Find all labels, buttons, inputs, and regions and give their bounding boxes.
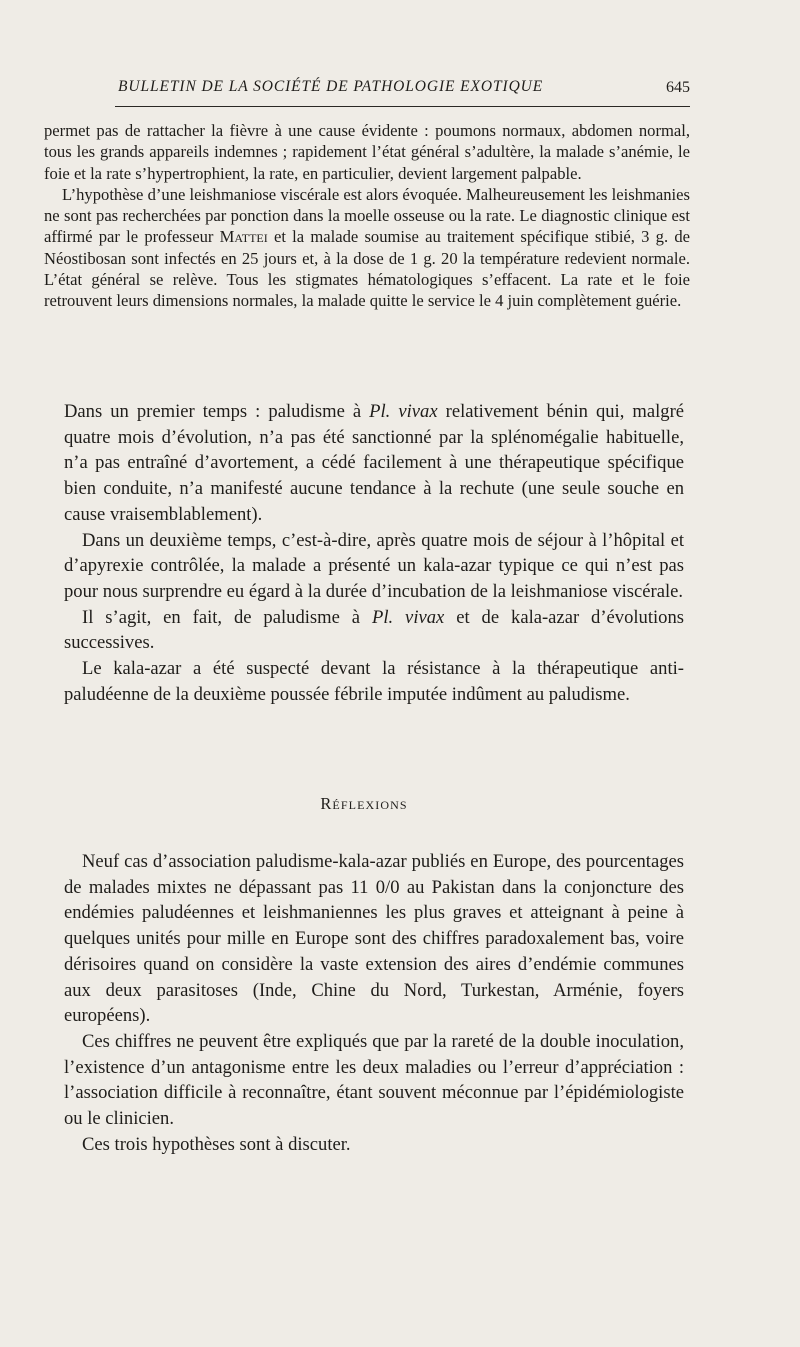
text-run: Il s’agit, en fait, de paludisme à	[82, 606, 372, 628]
text-run: relativement bénin qui, malgré quatre mois d’évolution, n’a pas été sanctionné par la splénomégalie habituelle, n’a pas entraîné d’avortement, a cédé facilement à une thérapeutique spécifique bien conduite, n’a manifesté aucune tendance à la rechute (une seule souche en cause vraisemblablement).	[64, 401, 685, 525]
paragraph: permet pas de rattacher la fièvre à une cause évidente : poumons normaux, abdomen normal, tous les grands appareils indemnes ; rapidement l’état général s’adultère, la malade s’anémie, le foie et la rate s’hypertrophient, la rate, en particulier, devient largement palpable.	[44, 121, 690, 183]
page-header	[44, 78, 690, 108]
species-name: Pl. vivax	[371, 606, 445, 628]
running-head: BULLETIN DE LA SOCIÉTÉ DE PATHOLOGIE EXOTIQUE	[118, 78, 544, 95]
text-run: L’hypothèse d’une leishmaniose viscérale est alors évoquée. Malheureusement les leishmanies ne sont pas recherchées par ponction dans la moelle osseuse ou la rate. Le diagnostic clinique est affirmé par le professeur	[44, 184, 690, 247]
author-name: Mattei	[219, 227, 268, 247]
text-run: et la malade soumise au traitement spécifique stibié, 3 g. de Néostibosan sont infectés en 25 jours et, à la dose de 1 g. 20 la température redevient normale. L’état général se relève. Tous les stigmates hématologiques s’effacent. La rate et le foie retrouvent leurs dimensions normales, la malade quitte le service le 4 juin complètement guérie.	[44, 227, 690, 311]
case-report-continuation	[44, 120, 690, 312]
case-summary	[64, 399, 684, 707]
paragraph: Ces chiffres ne peuvent être expliqués que par la rareté de la double inoculation, l’existence d’un antagonisme entre les deux maladies ou l’erreur d’appréciation : l’association difficile à reconnaître, étant souvent méconnue par l’épidémiologiste ou le clinicien.	[64, 1030, 684, 1130]
section-title: Réflexions	[320, 794, 408, 813]
header-rule	[115, 106, 690, 107]
page-number: 645	[666, 79, 690, 96]
paragraph: Neuf cas d’association paludisme-kala-azar publiés en Europe, des pourcentages de malades mixtes ne dépassant pas 11 0/0 au Pakistan dans la conjoncture des endémies paludéennes et leishmaniennes les plus graves et atteignant à peine à quelques unités pour mille en Europe sont des chiffres paradoxalement bas, voire dérisoires quand on considère la vaste extension des aires d’endémie communes aux deux parasitoses (Inde, Chine du Nord, Turkestan, Arménie, foyers européens).	[64, 851, 684, 1027]
reflexions-section	[64, 849, 684, 1157]
species-name: Pl. vivax	[369, 401, 438, 422]
paragraph: Dans un deuxième temps, c’est-à-dire, après quatre mois de séjour à l’hôpital et d’apyrexie contrôlée, la malade a présenté un kala-azar typique ce qui n’est pas pour nous surprendre eu égard à la durée d’incubation de la leishmaniose viscérale.	[64, 529, 684, 602]
paragraph	[44, 184, 690, 312]
text-run: et de kala-azar d’évolutions successives.	[64, 606, 685, 654]
text-run: Dans un premier temps : paludisme à	[64, 401, 370, 422]
paragraph	[64, 605, 684, 656]
paragraph: Ces trois hypothèses sont à discuter.	[82, 1133, 351, 1155]
paragraph: Le kala-azar a été suspecté devant la résistance à la thérapeutique anti-paludéenne de la deuxième poussée fébrile imputée indûment au paludisme.	[64, 658, 684, 705]
paragraph	[64, 399, 684, 528]
